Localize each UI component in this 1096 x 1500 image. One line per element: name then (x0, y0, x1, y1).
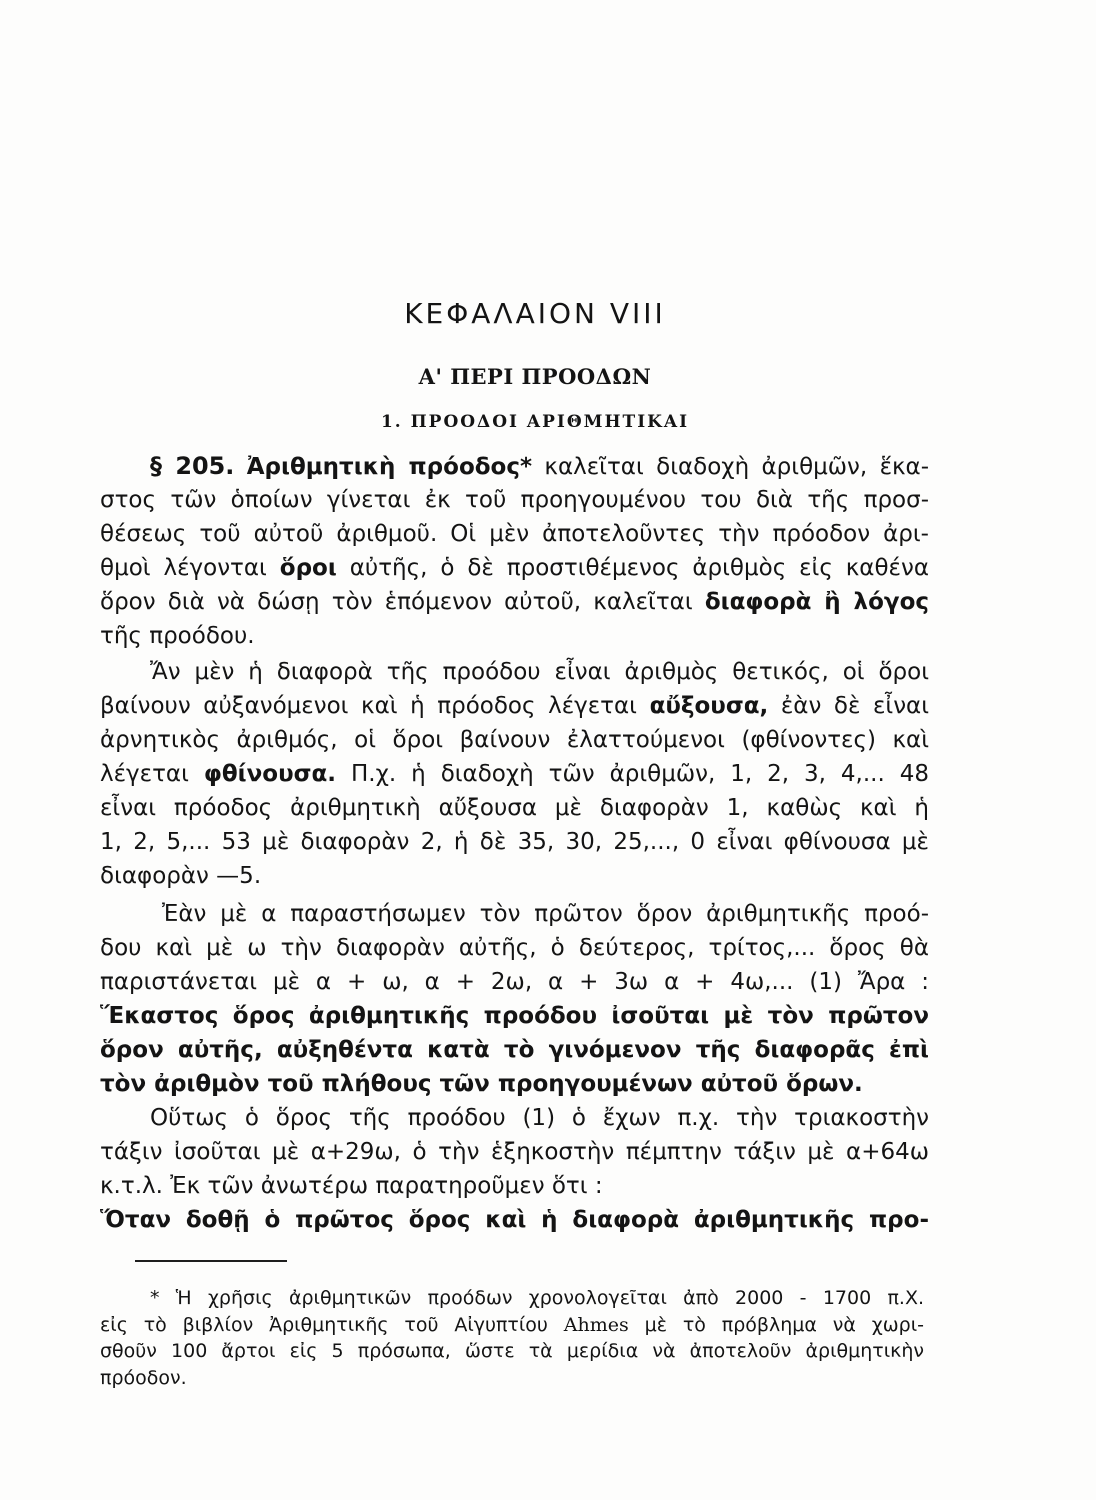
bold-term: ὅροι (279, 555, 337, 581)
line-content (100, 999, 929, 1033)
chapter-title: ΚΕΦΑΛΑΙΟΝ VIII (404, 297, 666, 330)
line-content (100, 931, 929, 965)
line-text: ἀρνητικὸς ἀριθμός, οἱ ὅροι βαίνουν ἐλαττούμενοι (φθίνοντες) καὶ (100, 727, 929, 753)
bold-term: Ἀριθμητικὴ πρόοδος* (246, 454, 533, 480)
body-text (100, 449, 930, 1237)
line-content (150, 449, 929, 484)
paragraph-general-term (100, 897, 930, 1101)
line-text: τάξιν ἰσοῦται μὲ α+29ω, ὁ τὴν ἑξηκοστὴν πέμπτην τάξιν μὲ α+64ω (100, 1139, 929, 1165)
line-text: μὲ τὸ πρόβλημα νὰ χωρι- (644, 1313, 924, 1336)
text-line (100, 1135, 930, 1169)
line-content (150, 1285, 924, 1312)
line-text: * Ἡ χρῆσις ἀριθμητικῶν προόδων χρονολογεῖται ἀπὸ 2000 - 1700 π.Χ. (150, 1287, 924, 1309)
paragraph-increasing-decreasing (100, 655, 930, 893)
line-text: Ἄν μὲν ἡ διαφορὰ τῆς προόδου εἶναι ἀριθμὸς θετικός, οἱ ὅροι (150, 659, 929, 685)
text-line (100, 757, 930, 791)
paragraph-definition (100, 449, 930, 653)
line-text: θμοὶ λέγονται (100, 555, 267, 581)
text-line (100, 449, 930, 483)
theorem-line (100, 999, 930, 1033)
line-content (100, 1135, 929, 1169)
text-line (100, 965, 930, 999)
line-text: Ἕκαστος ὅρος ἀριθμητικῆς προόδου ἰσοῦται μὲ τὸν πρῶτον (100, 1003, 929, 1029)
text-line (100, 931, 930, 965)
bold-term: διαφορὰ ἢ λόγος (704, 589, 930, 615)
text-line (100, 723, 930, 757)
line-content (150, 1101, 929, 1135)
line-text: δου καὶ μὲ ω τὴν διαφορὰν αὐτῆς, ὁ δεύτερος, τρίτος,... ὅρος θὰ (100, 935, 929, 961)
part-title: Α' ΠΕΡΙ ΠΡΟΟΔΩΝ (418, 364, 652, 389)
line-text: αὐτῆς, ὁ δὲ προστιθέμενος ἀριθμὸς εἰς καθένα (349, 555, 929, 581)
theorem-line (100, 1203, 930, 1237)
line-content (100, 965, 929, 999)
text-line (100, 551, 930, 585)
text-line (100, 1169, 930, 1203)
line-content (100, 1169, 603, 1203)
line-text: καλεῖται διαδοχὴ ἀριθμῶν, ἕκα- (544, 454, 930, 480)
line-text: Π.χ. ἡ διαδοχὴ τῶν ἀριθμῶν, 1, 2, 3, 4,... 48 (351, 761, 929, 787)
line-content (100, 1203, 929, 1237)
text-line (100, 517, 930, 551)
text-line (100, 585, 930, 619)
bold-term: φθίνουσα. (203, 761, 337, 787)
line-text: εἶναι πρόοδος ἀριθμητικὴ αὔξουσα μὲ διαφορὰν 1, καθὼς καὶ ἡ (100, 795, 929, 821)
text-line (100, 1101, 930, 1135)
text-line (100, 483, 930, 517)
line-content (100, 551, 929, 585)
line-text: εἰς τὸ βιβλίον Ἀριθμητικῆς τοῦ Αἰγυπτίου (100, 1313, 548, 1336)
line-text: πρόοδον. (100, 1366, 187, 1389)
text-line (100, 791, 930, 825)
line-content (100, 1338, 924, 1365)
theorem-line (100, 1067, 930, 1101)
text-line (100, 859, 930, 893)
text-line (100, 689, 930, 723)
line-content (100, 723, 929, 757)
line-content (100, 1067, 863, 1101)
line-text: στος τῶν ὁποίων γίνεται ἐκ τοῦ προηγουμένου του διὰ τῆς προσ- (100, 487, 929, 513)
line-content (100, 859, 261, 893)
line-text: θέσεως τοῦ αὐτοῦ ἀριθμοῦ. Οἱ μὲν ἀποτελοῦντες τὴν πρόοδον ἀρι- (100, 521, 929, 547)
line-text: ἐὰν δὲ εἶναι (780, 693, 930, 719)
line-text: διαφορὰν —5. (100, 863, 262, 889)
line-content (100, 689, 929, 723)
line-content (100, 1365, 187, 1392)
line-content (100, 517, 929, 551)
footnote (100, 1285, 925, 1391)
line-text: Οὕτως ὁ ὅρος τῆς προόδου (1) ὁ ἔχων π.χ. τὴν τριακοστὴν (150, 1105, 929, 1131)
bold-term: αὔξουσα, (649, 693, 769, 719)
line-text: ὅρον διὰ νὰ δώσῃ τὸν ἑπόμενον αὐτοῦ, καλεῖται (100, 589, 693, 615)
line-content (162, 897, 929, 931)
line-text: ὅρον αὐτῆς, αὐξηθέντα κατὰ τὸ γινόμενον τῆς διαφορᾶς ἐπὶ (100, 1037, 929, 1063)
latin-name: Ahmes (563, 1313, 629, 1336)
text-line (100, 825, 930, 859)
line-content (100, 825, 929, 859)
line-text: βαίνουν αὐξανόμενοι καὶ ἡ πρόοδος λέγεται (100, 693, 637, 719)
line-content (100, 585, 929, 619)
section-number: § 205. (150, 452, 235, 480)
line-content (100, 1312, 924, 1339)
theorem-line (100, 1033, 930, 1067)
line-content (150, 655, 929, 689)
line-text: Ἐὰν μὲ α παραστήσωμεν τὸν πρῶτον ὅρον ἀριθμητικῆς προό- (162, 901, 929, 927)
line-text: Ὅταν δοθῇ ὁ πρῶτος ὅρος καὶ ἡ διαφορὰ ἀριθμητικῆς προ- (100, 1207, 929, 1233)
paragraph-examples (100, 1101, 930, 1203)
line-content (100, 619, 255, 653)
line-content (100, 791, 929, 825)
paragraph-continued (100, 1203, 930, 1237)
line-text: τὸν ἀριθμὸν τοῦ πλήθους τῶν προηγουμένων αὐτοῦ ὅρων. (100, 1071, 863, 1097)
text-line (100, 655, 930, 689)
footnote-rule (135, 1260, 287, 1262)
section-title: 1. ΠΡΟΟΔΟΙ ΑΡΙΘΜΗΤΙΚΑΙ (380, 412, 690, 432)
line-text: κ.τ.λ. Ἐκ τῶν ἀνωτέρω παρατηροῦμεν ὅτι : (100, 1173, 603, 1199)
line-content (100, 483, 929, 517)
line-text: σθοῦν 100 ἄρτοι εἰς 5 πρόσωπα, ὥστε τὰ μερίδια νὰ ἀποτελοῦν ἀριθμητικὴν (100, 1340, 924, 1362)
footnote-line (100, 1312, 925, 1339)
line-text: παριστάνεται μὲ α + ω, α + 2ω, α + 3ω α + 4ω,... (1) Ἄρα : (100, 969, 929, 995)
line-text: 1, 2, 5,... 53 μὲ διαφορὰν 2, ἡ δὲ 35, 30, 25,..., 0 εἶναι φθίνουσα μὲ (100, 829, 929, 855)
text-line (100, 897, 930, 931)
line-content (100, 1033, 929, 1067)
line-content (100, 757, 929, 791)
line-text: τῆς προόδου. (100, 623, 255, 649)
line-text: λέγεται (100, 761, 189, 787)
text-line (100, 619, 930, 653)
footnote-line (100, 1338, 925, 1365)
footnote-line (100, 1365, 925, 1392)
footnote-line (100, 1285, 925, 1312)
